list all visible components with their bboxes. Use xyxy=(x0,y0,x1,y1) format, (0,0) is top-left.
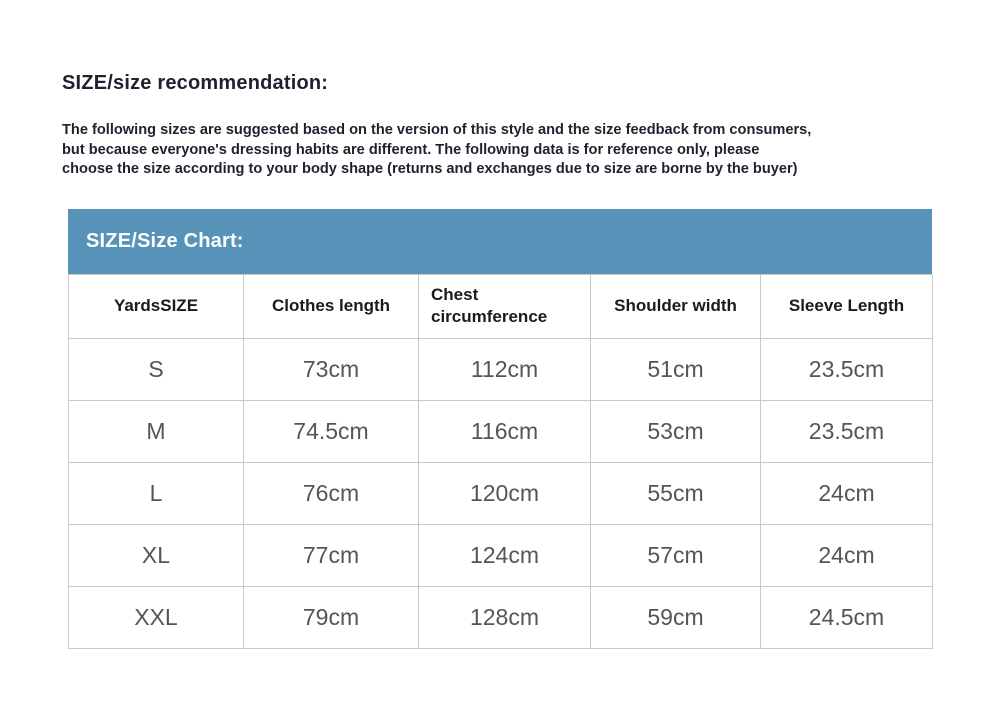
cell-sleeve-length: 23.5cm xyxy=(761,400,933,462)
cell-clothes-length: 74.5cm xyxy=(244,400,419,462)
intro-paragraph xyxy=(62,121,962,180)
cell-chest-circumference: 128cm xyxy=(419,586,591,648)
size-recommendation-page xyxy=(0,72,1000,708)
intro-line-2: but because everyone's dressing habits are different. The following data is for reference only, please xyxy=(62,141,760,158)
cell-clothes-length: 77cm xyxy=(244,524,419,586)
cell-sleeve-length: 23.5cm xyxy=(761,338,933,400)
cell-size: L xyxy=(69,462,244,524)
size-chart-header-label: SIZE/Size Chart: xyxy=(86,229,244,252)
size-chart-table xyxy=(68,274,933,649)
column-header-chest-circumference: Chest circumference xyxy=(419,274,591,338)
cell-shoulder-width: 51cm xyxy=(591,338,761,400)
column-header-yards-size: YardsSIZE xyxy=(69,274,244,338)
table-header-row xyxy=(69,274,933,338)
cell-chest-circumference: 112cm xyxy=(419,338,591,400)
column-header-sleeve-length: Sleeve Length xyxy=(761,274,933,338)
cell-chest-circumference: 124cm xyxy=(419,524,591,586)
cell-sleeve-length: 24cm xyxy=(761,524,933,586)
intro-line-1: The following sizes are suggested based on the version of this style and the size feedback from consumers, xyxy=(62,122,812,138)
table-row-l xyxy=(69,462,933,524)
cell-shoulder-width: 57cm xyxy=(591,524,761,586)
cell-shoulder-width: 55cm xyxy=(591,462,761,524)
cell-clothes-length: 76cm xyxy=(244,462,419,524)
cell-size: XXL xyxy=(69,586,244,648)
table-row-s xyxy=(69,338,933,400)
cell-sleeve-length: 24cm xyxy=(761,462,933,524)
cell-size: XL xyxy=(69,524,244,586)
column-header-shoulder-width: Shoulder width xyxy=(591,274,761,338)
cell-size: S xyxy=(69,338,244,400)
column-header-clothes-length: Clothes length xyxy=(244,274,419,338)
cell-clothes-length: 79cm xyxy=(244,586,419,648)
table-row-xl xyxy=(69,524,933,586)
intro-line-3: choose the size according to your body shape (returns and exchanges due to size are borne by the buyer) xyxy=(62,161,798,177)
table-row-xxl xyxy=(69,586,933,648)
cell-size: M xyxy=(69,400,244,462)
cell-shoulder-width: 59cm xyxy=(591,586,761,648)
cell-clothes-length: 73cm xyxy=(244,338,419,400)
table-row-m xyxy=(69,400,933,462)
cell-shoulder-width: 53cm xyxy=(591,400,761,462)
cell-chest-circumference: 120cm xyxy=(419,462,591,524)
cell-sleeve-length: 24.5cm xyxy=(761,586,933,648)
size-chart-header-bar xyxy=(68,209,932,274)
cell-chest-circumference: 116cm xyxy=(419,400,591,462)
page-title: SIZE/size recommendation: xyxy=(62,72,329,94)
